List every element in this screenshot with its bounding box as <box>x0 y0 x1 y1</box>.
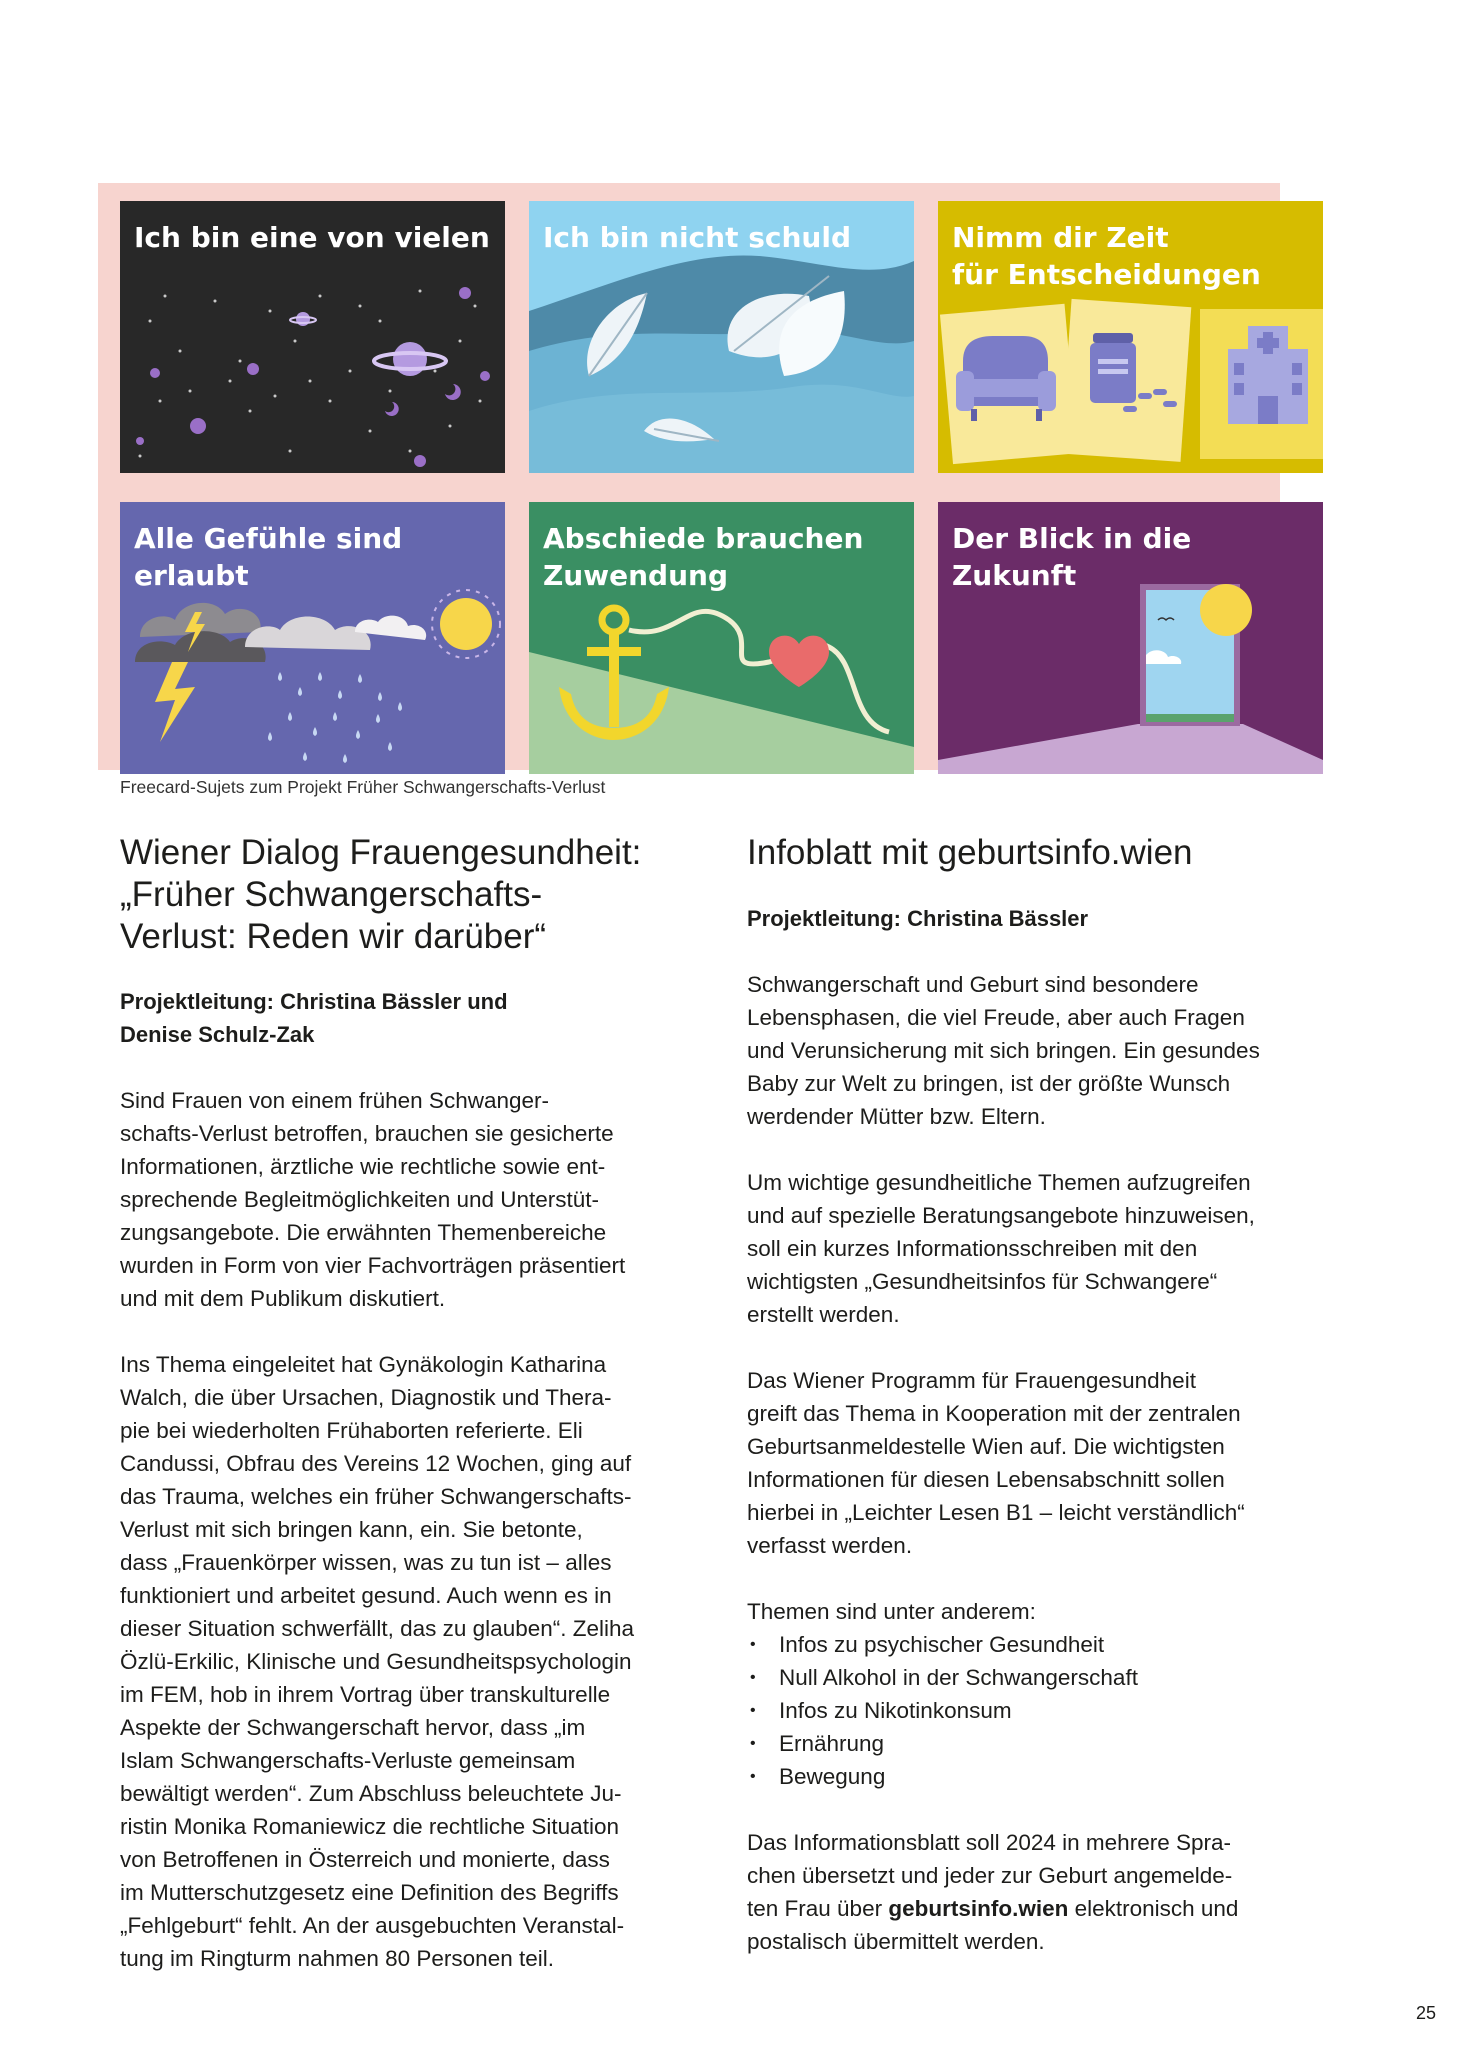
freecard-title: Ich bin nicht schuld <box>543 221 851 254</box>
list-item: • Infos zu Nikotinkonsum <box>747 1694 1327 1727</box>
freecard-weather <box>120 502 505 774</box>
freecard-title: Nimm dir Zeit für Entscheidungen <box>952 221 1261 291</box>
freecard-decisions <box>938 201 1323 473</box>
website-name: geburtsinfo.wien <box>888 1896 1069 1921</box>
freecard-space <box>120 201 505 473</box>
article-heading <box>120 832 705 958</box>
freecard-feathers <box>529 201 914 473</box>
list-item: • Bewegung <box>747 1760 1327 1793</box>
list-item: • Ernährung <box>747 1727 1327 1760</box>
lead-line: Projektleitung: Christina Bässler und <box>120 989 508 1014</box>
heading-line: „Früher Schwangerschafts- <box>120 875 543 914</box>
freecard-title: Abschiede brauchen Zuwendung <box>543 522 864 592</box>
page-number: 25 <box>1416 2003 1437 2023</box>
paragraph: Um wichtige gesundheitliche Themen aufzugreifen und auf spezielle Beratungsangebote hinzuweisen, soll ein kurzes Informationsschreiben mit den wichtigsten „Gesundheitsinfos für Schwangere“ erstellt werden. <box>747 1170 1255 1327</box>
project-lead: Projektleitung: Christina Bässler <box>747 906 1089 931</box>
freecard-future-door <box>938 502 1323 774</box>
paragraph: Ins Thema eingeleitet hat Gynäkologin Katharina Walch, die über Ursachen, Diagnostik und Thera- pie bei wiederholten Frühaborten referierte. Eli Candussi, Obfrau des Vereins 12 Wochen, ging auf das Trauma, welches ein früher Schwangerschafts- Verlust mit sich bringen kann, ein. Sie betonte, dass „Frauenkörper wissen, was zu tun ist – alles funktioniert und arbeitet gesund. Auch wenn es in dieser Situation schwerfällt, das zu glauben“. Zeliha Özlü-Erkilic, Klinische und Gesundheitspsychologin im FEM, hob in ihrem Vortrag über transkulturelle Aspekte der Schwangerschaft hervor, dass „im Islam Schwangerschafts-Verluste gemeinsam bewältigt werden“. Zum Abschluss beleuchtete Ju- ristin Monika Romaniewicz die rechtliche Situation von Betroffenen in Österreich und monierte, dass im Mutterschutzgesetz eine Definition des Begriffs „Fehlgeburt“ fehlt. An der ausgebuchten Veranstal- tung im Ringturm nahmen 80 Personen teil. <box>120 1352 635 1971</box>
list-item: • Infos zu psychischer Gesundheit <box>747 1628 1327 1661</box>
paragraph: Das Wiener Programm für Frauengesundheit greift das Thema in Kooperation mit der zentralen Geburtsanmeldestelle Wien auf. Die wichtigsten Informationen für diesen Lebensabschnitt sollen hierbei in „Leichter Lesen B1 – leicht verständlich“ verfasst werden. <box>747 1368 1245 1558</box>
article-wiener-dialog <box>120 832 705 1975</box>
paragraph: Schwangerschaft und Geburt sind besondere Lebensphasen, die viel Freude, aber auch Fragen und Verunsicherung mit sich bringen. Ein gesundes Baby zur Welt zu bringen, ist der größte Wunsch werdender Mütter bzw. Eltern. <box>747 972 1260 1129</box>
article-heading: Infoblatt mit geburtsinfo.wien <box>747 833 1193 872</box>
project-lead <box>120 985 705 1051</box>
freecard-title: Der Blick in die Zukunft <box>952 522 1192 592</box>
themes-list <box>747 1628 1327 1793</box>
freecard-title: Alle Gefühle sind erlaubt <box>134 522 403 592</box>
image-caption: Freecard-Sujets zum Projekt Früher Schwangerschafts-Verlust <box>120 777 606 797</box>
article-infoblatt <box>747 832 1327 1958</box>
list-item: • Null Alkohol in der Schwangerschaft <box>747 1661 1327 1694</box>
freecard-title: Ich bin eine von vielen <box>134 221 490 254</box>
themes-intro: Themen sind unter anderem: <box>747 1599 1036 1624</box>
paragraph: Sind Frauen von einem frühen Schwanger- schafts-Verlust betroffen, brauchen sie gesicherte Informationen, ärztliche wie rechtliche sowie ent- sprechende Begleitmöglichkeiten und Unterstüt- zungsangebote. Die erwähnten Themenbereiche wurden in Form von vier Fachvorträgen präsentiert und mit dem Publikum diskutiert. <box>120 1088 626 1311</box>
lead-line: Denise Schulz-Zak <box>120 1022 315 1047</box>
heading-line: Wiener Dialog Frauengesundheit: <box>120 833 642 872</box>
paragraph: Das Informationsblatt soll 2024 in mehrere Spra- chen übersetzt und jeder zur Geburt angemelde- ten Frau über geburtsinfo.wien elektronisch und postalisch übermittelt werden. <box>747 1830 1239 1954</box>
heading-line: Verlust: Reden wir darüber“ <box>120 917 547 956</box>
freecard-anchor-heart <box>529 502 914 774</box>
